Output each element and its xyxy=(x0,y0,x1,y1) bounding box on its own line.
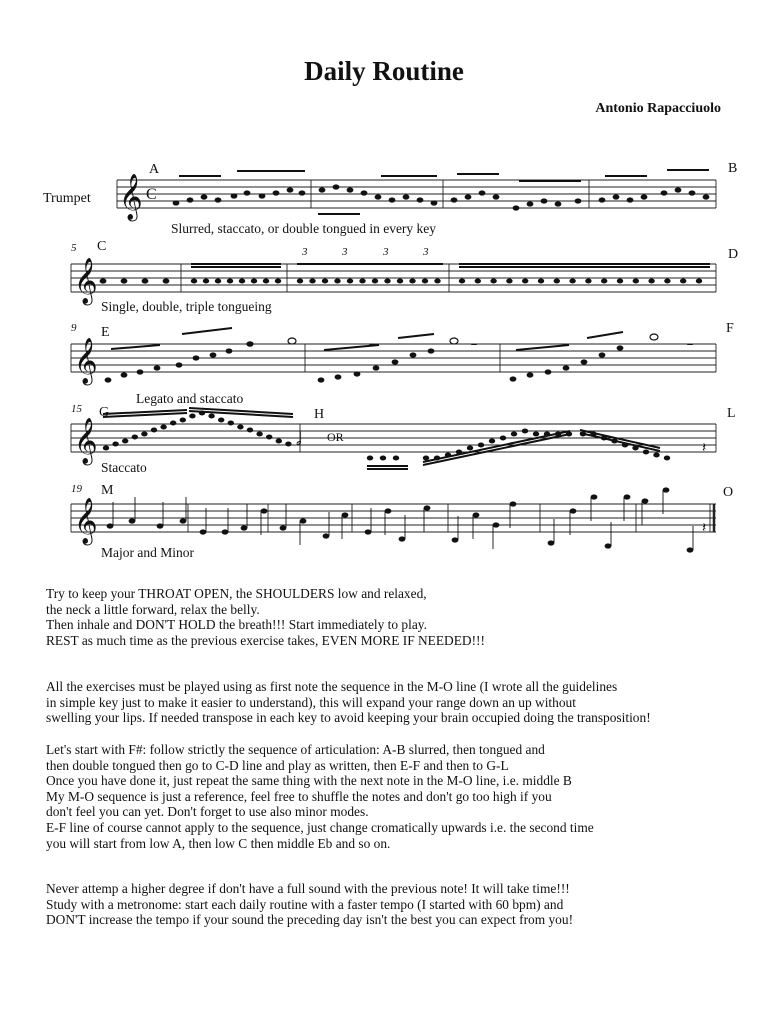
notehead xyxy=(276,439,282,444)
repeated-notes-staff-2 xyxy=(191,279,702,284)
notehead xyxy=(208,414,214,419)
notehead xyxy=(347,279,353,284)
measure-number-9: 9 xyxy=(71,322,77,334)
text-line: don't feel you can yet. Don't forget to use also minor modes. xyxy=(46,804,369,820)
notehead xyxy=(380,456,386,461)
notehead xyxy=(189,414,195,419)
notehead xyxy=(297,279,303,284)
notehead xyxy=(696,279,702,284)
notehead xyxy=(170,421,176,426)
treble-clef-icon: 𝄞 xyxy=(74,338,98,384)
instrument-label: Trumpet xyxy=(43,191,91,206)
beams-staff-2 xyxy=(191,264,710,267)
treble-clef-icon: 𝄞 xyxy=(74,418,98,464)
rehearsal-mark-h: H xyxy=(314,407,325,422)
text-line: DON'T increase the tempo if your sound the preceding day isn't the best you can expect from you! xyxy=(46,912,574,928)
notehead xyxy=(434,279,440,284)
notehead xyxy=(648,279,654,284)
caption-line-2: Single, double, triple tongueing xyxy=(101,299,272,314)
notes-staff-5 xyxy=(107,487,694,552)
notehead xyxy=(227,279,233,284)
text-line: swelling your lips. If needed transpose in each key to avoid keeping your brain occupied doing the transposition! xyxy=(46,710,651,726)
treble-clef-icon: 𝄞 xyxy=(74,498,98,544)
notehead xyxy=(459,279,465,284)
notehead xyxy=(275,279,281,284)
paragraph-breathing xyxy=(46,586,485,648)
rehearsal-mark-e: E xyxy=(101,325,110,340)
text-line: Let's start with F#: follow strictly the sequence of articulation: A-B slurred, then tongued and xyxy=(46,742,545,757)
text-line: REST as much time as the previous exercise takes, EVEN MORE IF NEEDED!!! xyxy=(46,632,485,648)
rehearsal-mark-d: D xyxy=(728,247,739,262)
time-signature: C xyxy=(146,186,157,203)
text-line: Try to keep your THROAT OPEN, the SHOULDERS low and relaxed, xyxy=(46,586,427,601)
notehead xyxy=(191,279,197,284)
text-line: the neck a little forward, relax the belly. xyxy=(46,601,260,617)
notehead xyxy=(617,279,623,284)
text-line: Never attemp a higher degree if don't have a full sound with the previous note! It will take time!!! xyxy=(46,881,570,896)
notehead xyxy=(132,435,138,440)
notehead xyxy=(585,279,591,284)
rehearsal-mark-o: O xyxy=(723,485,734,500)
notehead xyxy=(489,439,495,444)
notehead xyxy=(601,279,607,284)
notehead xyxy=(522,429,528,434)
notehead xyxy=(237,425,243,430)
rehearsal-mark-c: C xyxy=(97,239,107,254)
text-line: you will start from low A, then low C then middle Eb and so on. xyxy=(46,835,391,851)
beams-staff-1 xyxy=(179,170,709,214)
rehearsal-mark-f: F xyxy=(726,321,734,336)
notehead xyxy=(218,418,224,423)
notehead xyxy=(478,443,484,448)
notehead xyxy=(384,279,390,284)
text-line: Then inhale and DON'T HOLD the breath!!! Start immediately to play. xyxy=(46,617,427,633)
staff-5 xyxy=(71,504,716,532)
rehearsal-mark-m: M xyxy=(101,483,114,498)
notehead xyxy=(511,432,517,437)
rest-icon: 𝄼 xyxy=(471,336,478,355)
notehead xyxy=(112,442,118,447)
rehearsal-mark-l: L xyxy=(727,406,736,421)
notehead xyxy=(409,279,415,284)
notehead xyxy=(247,428,253,433)
notehead xyxy=(500,436,506,441)
beams-staff-3 xyxy=(111,328,623,350)
rest-icon: 𝄽 xyxy=(702,440,707,456)
notehead xyxy=(263,279,269,284)
notehead xyxy=(422,279,428,284)
half-note-icon: 𝅗𝅥 xyxy=(296,429,302,450)
notehead xyxy=(397,279,403,284)
caption-line-3: Legato and staccato xyxy=(136,391,244,406)
page-title: Daily Routine xyxy=(304,56,464,86)
notehead xyxy=(151,428,157,433)
notehead xyxy=(359,279,365,284)
notehead xyxy=(266,435,272,440)
notehead xyxy=(203,279,209,284)
notehead xyxy=(103,446,109,451)
notehead xyxy=(538,279,544,284)
notehead xyxy=(467,446,473,451)
notehead xyxy=(643,450,649,455)
triplet-mark: 3 xyxy=(302,246,308,258)
paragraph-metronome xyxy=(46,881,573,928)
measure-number-15: 15 xyxy=(71,403,82,415)
notehead xyxy=(215,279,221,284)
text-line: then double tongued then go to C-D line and play as written, then E-F and then to G-L xyxy=(46,757,509,773)
text-line: All the exercises must be played using as first note the sequence in the M-O line (I wrote all the guidelines xyxy=(46,679,618,694)
text-line: E-F line of course cannot apply to the sequence, just change cromatically upwards i.e. the second time xyxy=(46,819,594,835)
notehead xyxy=(522,279,528,284)
notehead xyxy=(490,279,496,284)
notehead xyxy=(122,439,128,444)
notehead xyxy=(680,279,686,284)
notehead xyxy=(239,279,245,284)
notehead xyxy=(569,279,575,284)
text-line: in simple key just to make it easier to understand), this will expand your range down an up without xyxy=(46,694,576,710)
caption-line-1: Slurred, staccato, or double tongued in every key xyxy=(171,221,437,236)
notehead xyxy=(372,279,378,284)
paragraph-exercises xyxy=(46,679,651,726)
or-label: OR xyxy=(327,430,344,444)
notehead xyxy=(251,279,257,284)
rest-icon: 𝄽 xyxy=(702,520,707,536)
triplet-mark: 3 xyxy=(423,246,429,258)
notehead xyxy=(256,432,262,437)
paragraph-sequence xyxy=(46,742,594,851)
notehead xyxy=(160,425,166,430)
triplet-mark: 3 xyxy=(383,246,389,258)
notehead xyxy=(367,456,373,461)
triplet-mark: 3 xyxy=(342,246,348,258)
notehead xyxy=(309,279,315,284)
notes-staff-4 xyxy=(103,411,670,461)
rest-icon: 𝄼 xyxy=(687,336,694,355)
notehead xyxy=(533,432,539,437)
notehead xyxy=(633,279,639,284)
notehead xyxy=(423,456,429,461)
caption-line-4: Staccato xyxy=(101,460,147,475)
notehead xyxy=(393,456,399,461)
rehearsal-mark-a: A xyxy=(149,162,160,177)
composer-name: Antonio Rapacciuolo xyxy=(595,101,721,116)
treble-clef-icon: 𝄞 xyxy=(74,258,98,304)
notehead xyxy=(322,279,328,284)
text-line: Study with a metronome: start each daily routine with a faster tempo (I started with 60 bpm) and xyxy=(46,896,564,912)
staff-2 xyxy=(71,264,716,292)
notehead xyxy=(554,279,560,284)
staff-1 xyxy=(117,180,716,208)
caption-line-5: Major and Minor xyxy=(101,545,194,560)
text-line: My M-O sequence is just a reference, feel free to shuffle the notes and don't go too high if you xyxy=(46,788,552,804)
measure-number-5: 5 xyxy=(71,242,77,254)
notehead xyxy=(334,279,340,284)
notehead xyxy=(506,279,512,284)
notehead xyxy=(653,453,659,458)
notehead xyxy=(475,279,481,284)
notehead xyxy=(664,456,670,461)
notehead xyxy=(180,418,186,423)
notehead xyxy=(664,279,670,284)
rehearsal-mark-g: G xyxy=(99,405,110,420)
treble-clef-icon: 𝄞 xyxy=(119,174,143,220)
rehearsal-mark-b: B xyxy=(728,161,738,176)
notes-staff-1 xyxy=(173,184,710,210)
notehead xyxy=(141,432,147,437)
notes-staff-2 xyxy=(100,278,170,283)
notehead xyxy=(228,421,234,426)
text-line: Once you have done it, just repeat the same thing with the next note in the M-O line, i.e. middle B xyxy=(46,773,572,789)
notehead xyxy=(285,442,291,447)
measure-number-19: 19 xyxy=(71,483,82,495)
